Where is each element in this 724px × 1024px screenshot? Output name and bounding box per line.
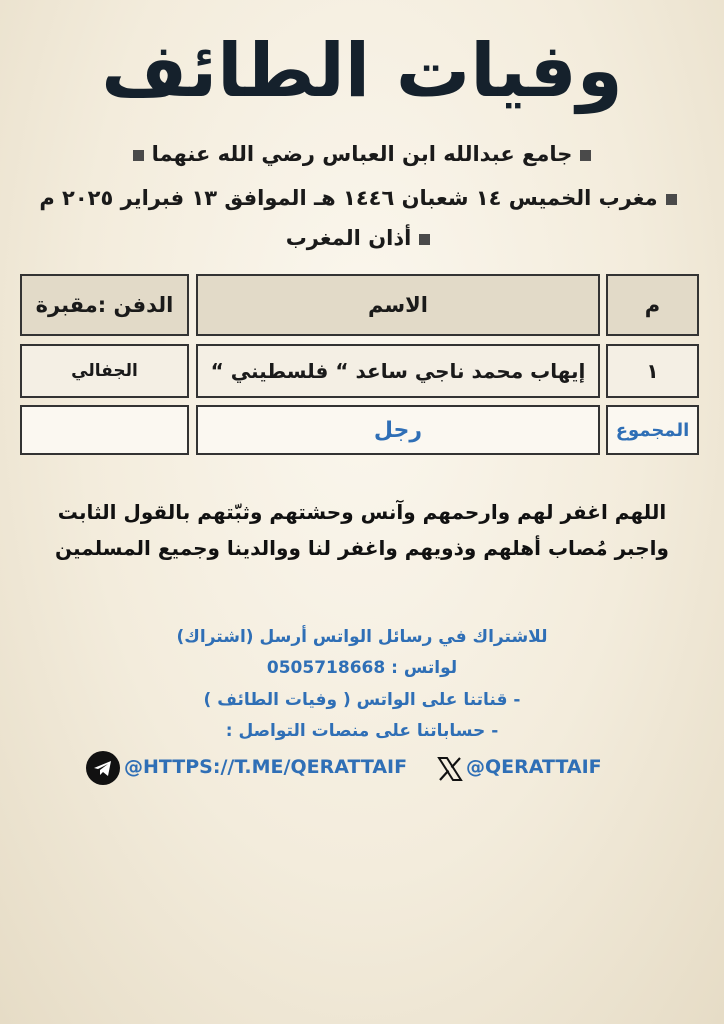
- bullet-square-icon: [419, 234, 430, 245]
- total-value: رجل: [196, 405, 600, 455]
- total-label: المجموع: [606, 405, 699, 455]
- mosque-line: [0, 142, 724, 166]
- subscribe-accounts: - حساباتنا على منصات التواصل :: [225, 721, 499, 741]
- date-text: مغرب الخميس ١٤ شعبان ١٤٤٦ هـ الموافق ١٣ فبراير ٢٠٢٥ م: [39, 186, 658, 210]
- date-line: [0, 186, 724, 210]
- subscribe-phone: لواتس : 0505718668: [266, 658, 458, 678]
- telegram-icon[interactable]: [86, 751, 120, 785]
- telegram-link[interactable]: @HTTPS://T.ME/QERATTAIF: [124, 756, 408, 778]
- bullet-square-icon: [133, 150, 144, 161]
- prayer-time-line: [0, 226, 724, 250]
- social-links: [0, 751, 724, 785]
- bullet-square-icon: [666, 194, 677, 205]
- bullet-square-icon: [580, 150, 591, 161]
- prayer-time-text: أذان المغرب: [285, 226, 412, 250]
- subscribe-channel: - قناتنا على الواتس ( وفيات الطائف ): [203, 690, 521, 710]
- x-icon[interactable]: [436, 755, 464, 783]
- x-handle-link[interactable]: @QERATTAIF: [466, 756, 602, 778]
- header-num: م: [606, 274, 699, 336]
- row-burial: الجفالي: [20, 344, 189, 398]
- mosque-text: جامع عبدالله ابن العباس رضي الله عنهما: [151, 142, 573, 166]
- subscribe-line-1: للاشتراك في رسائل الواتس أرسل (اشتراك): [176, 627, 548, 647]
- dua-line-1: اللهم اغفر لهم وارحمهم وآنس وحشتهم وثبّتهم بالقول الثابت: [57, 500, 667, 524]
- row-name: إيهاب محمد ناجي ساعد “ فلسطيني “: [196, 344, 600, 398]
- header-burial: الدفن :مقبرة: [20, 274, 189, 336]
- row-num: ١: [606, 344, 699, 398]
- header-name: الاسم: [196, 274, 600, 336]
- dua-line-2: واجبر مُصاب أهلهم وذويهم واغفر لنا ووالدينا وجميع المسلمين: [55, 536, 669, 560]
- page-title: وفيات الطائف: [101, 28, 623, 114]
- total-extra: [20, 405, 189, 455]
